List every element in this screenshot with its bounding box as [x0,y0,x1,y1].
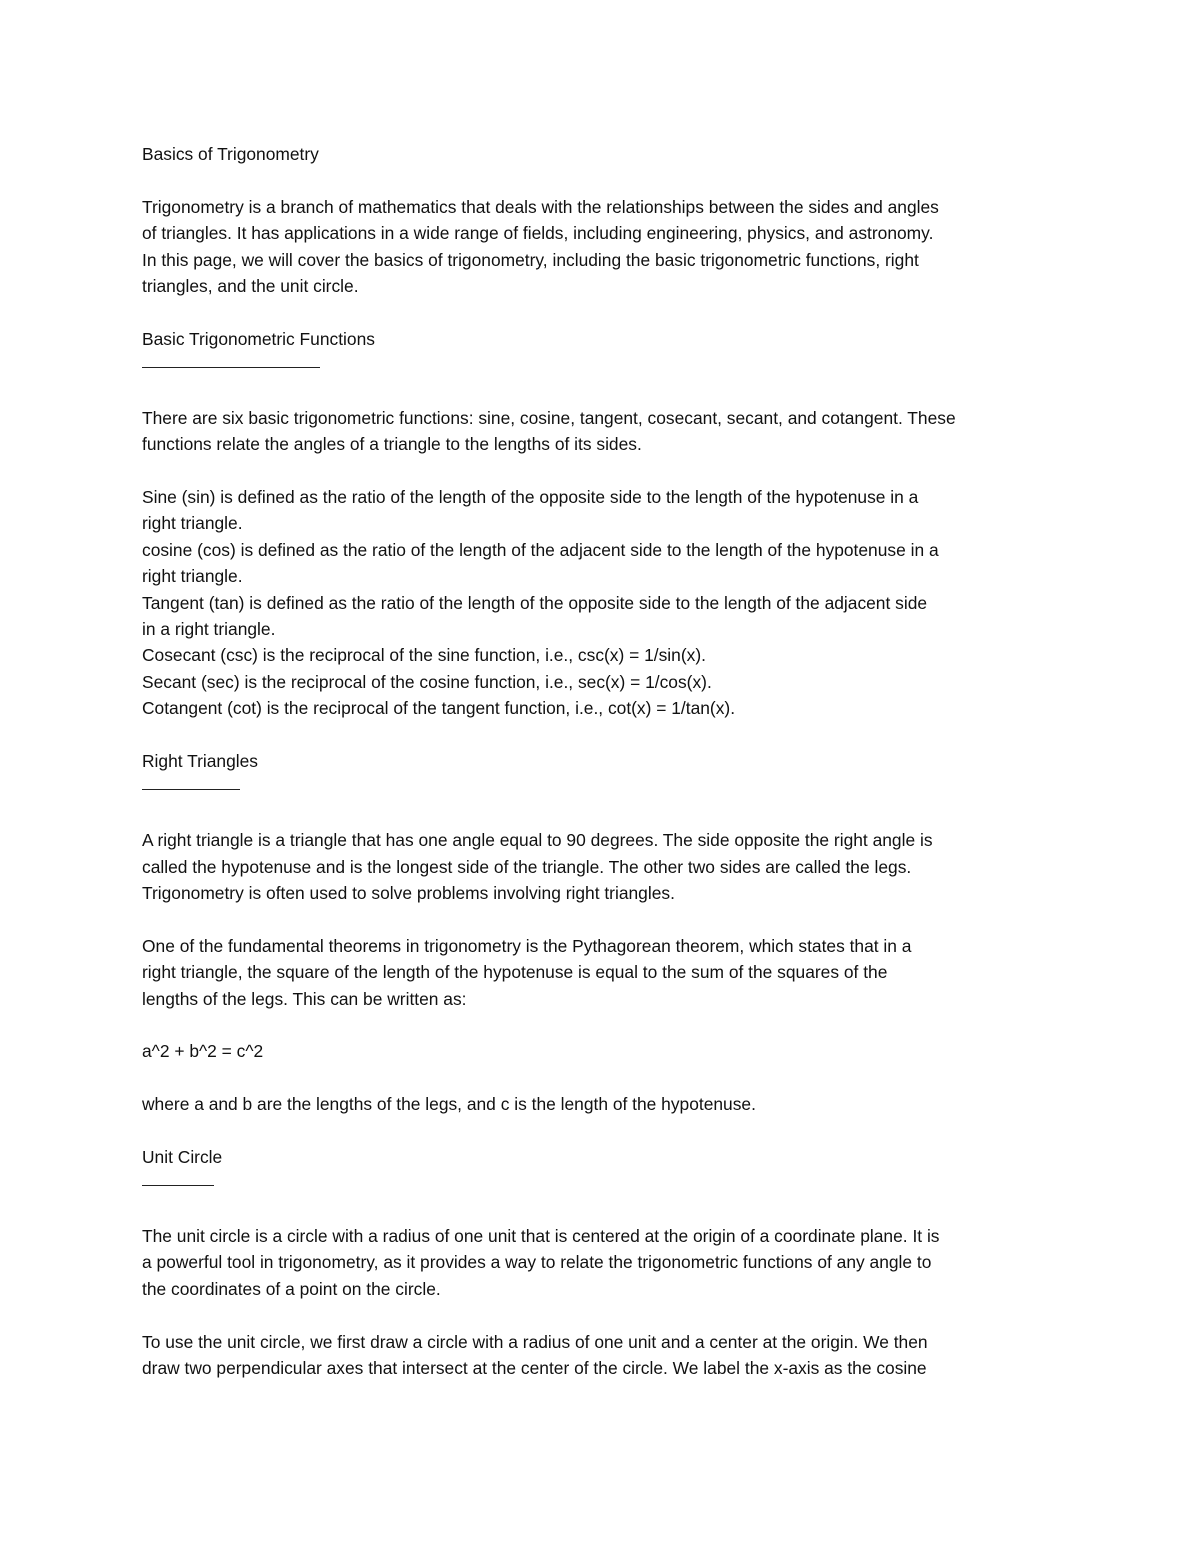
document-title: Basics of Trigonometry [142,144,319,164]
definition-line: right triangle. [142,566,243,587]
underline-text [142,774,147,800]
text-line: right triangle, the square of the length of the hypotenuse is equal to the sum of the squares of the [142,962,888,983]
spacer [142,167,1072,193]
text-line: functions relate the angles of a triangle to the lengths of its sides. [142,434,642,455]
text-line: called the hypotenuse and is the longest side of the triangle. The other two sides are called the legs. [142,856,912,877]
pythagorean-paragraph [142,933,1072,1012]
text-line: To use the unit circle, we first draw a circle with a radius of one unit and a center at the origin. We then [142,1331,928,1352]
spacer [142,1117,1072,1143]
underline-rule [142,789,240,790]
definition-line: Cosecant (csc) is the reciprocal of the sine function, i.e., csc(x) = 1/sin(x). [142,645,706,666]
underline-text [142,352,152,378]
section-heading-basic-functions: Basic Trigonometric Functions [142,328,375,349]
spacer [142,1012,1072,1038]
right-triangle-paragraph [142,827,1072,906]
text-line: One of the fundamental theorems in trigonometry is the Pythagorean theorem, which states that in a [142,935,912,956]
functions-intro-paragraph [142,405,1072,458]
definition-line: Sine (sin) is defined as the ratio of the length of the opposite side to the length of the hypotenuse in a [142,487,919,508]
definition-line: in a right triangle. [142,619,276,640]
formula-explanation: where a and b are the lengths of the legs, and c is the length of the hypotenuse. [142,1094,756,1115]
spacer [142,299,1072,325]
definition-line: Cotangent (cot) is the reciprocal of the tangent function, i.e., cot(x) = 1/tan(x). [142,698,736,719]
text-line: of triangles. It has applications in a wide range of fields, including engineering, physics, and astronomy. [142,223,934,244]
text-line: the coordinates of a point on the circle. [142,1278,441,1299]
underline-rule [142,367,320,368]
heading-underline [142,352,1072,378]
spacer [142,458,1072,484]
spacer [142,1302,1072,1328]
unit-circle-paragraph [142,1223,1072,1302]
underline-rule [142,1185,214,1186]
definition-line: cosine (cos) is defined as the ratio of the length of the adjacent side to the length of the hypotenuse in a [142,539,939,560]
unit-circle-usage-paragraph [142,1329,1072,1382]
pythagorean-formula: a^2 + b^2 = c^2 [142,1041,264,1062]
section-heading-unit-circle: Unit Circle [142,1146,223,1167]
underline-text [142,1170,146,1196]
text-line: There are six basic trigonometric functions: sine, cosine, tangent, cosecant, secant, and cotangent. These [142,407,956,428]
text-line: a powerful tool in trigonometry, as it provides a way to relate the trigonometric functions of any angle to [142,1252,932,1273]
text-line: triangles, and the unit circle. [142,275,359,296]
heading-underline [142,774,1072,800]
function-definitions [142,484,1072,722]
definition-line: Tangent (tan) is defined as the ratio of the length of the opposite side to the length of the adjacent side [142,592,928,613]
spacer [142,379,1072,405]
spacer [142,906,1072,932]
text-line: draw two perpendicular axes that intersect at the center of the circle. We label the x-axis as the cosine [142,1357,927,1378]
spacer [142,722,1072,748]
text-line: The unit circle is a circle with a radius of one unit that is centered at the origin of a coordinate plane. It is [142,1226,940,1247]
spacer [142,801,1072,827]
heading-underline [142,1170,1072,1196]
text-line: A right triangle is a triangle that has one angle equal to 90 degrees. The side opposite the right angle is [142,830,933,851]
definition-line: Secant (sec) is the reciprocal of the cosine function, i.e., sec(x) = 1/cos(x). [142,671,712,692]
spacer [142,1197,1072,1223]
text-line: In this page, we will cover the basics of trigonometry, including the basic trigonometric functions, right [142,249,919,270]
document-page [142,141,1072,1381]
section-heading-right-triangles: Right Triangles [142,750,258,771]
text-line: Trigonometry is often used to solve problems involving right triangles. [142,882,675,903]
text-line: Trigonometry is a branch of mathematics that deals with the relationships between the sides and angles [142,196,939,217]
definition-line: right triangle. [142,513,243,534]
text-line: lengths of the legs. This can be written as: [142,988,467,1009]
spacer [142,1065,1072,1091]
intro-paragraph [142,194,1072,300]
